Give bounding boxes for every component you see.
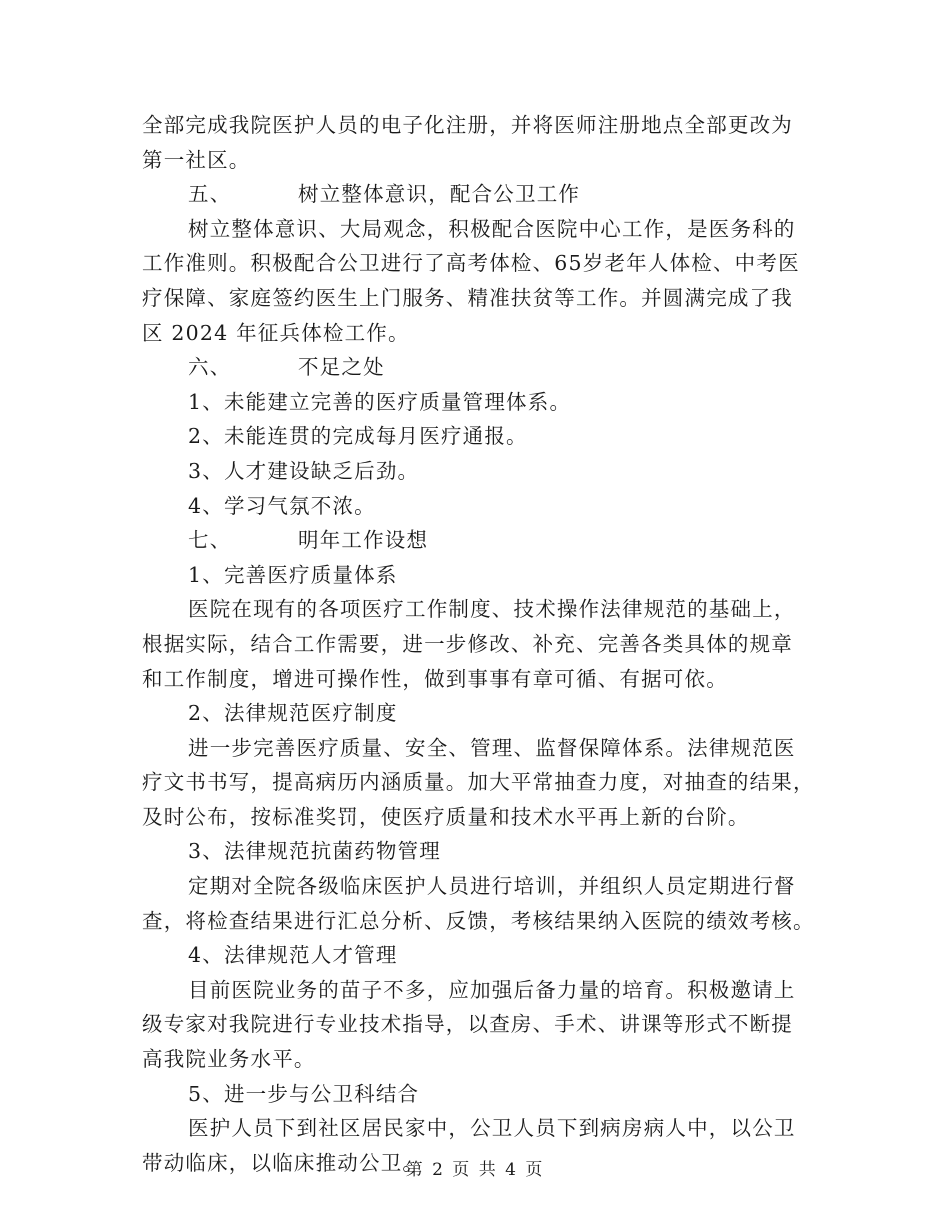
paragraph-line: 医院在现有的各项医疗工作制度、技术操作法律规范的基础上，: [188, 597, 796, 622]
paragraph-line: 定期对全院各级临床医护人员进行培训，并组织人员定期进行督: [188, 874, 796, 899]
section-heading-title: 不足之处: [298, 355, 385, 380]
paragraph-line: 工作准则。积极配合公卫进行了高考体检、65岁老年人体检、中考医: [142, 251, 800, 276]
page-footer: 第 2 页 共 4 页: [405, 1160, 545, 1180]
paragraph-line: 区 2024 年征兵体检工作。: [142, 320, 410, 345]
paragraph-line: 3、法律规范抗菌药物管理: [188, 839, 441, 864]
paragraph-line: 医护人员下到社区居民家中，公卫人员下到病房病人中，以公卫: [188, 1116, 796, 1141]
section-heading: [142, 177, 812, 212]
document-body: [142, 108, 815, 1180]
paragraph-line: 2、未能连贯的完成每月医疗通报。: [188, 424, 528, 449]
paragraph-line: 1、完善医疗质量体系: [188, 562, 398, 587]
paragraph-line: 和工作制度，增进可操作性，做到事事有章可循、有据可依。: [142, 666, 728, 691]
paragraph-line: 4、法律规范人才管理: [188, 943, 398, 968]
paragraph-line: 1、未能建立完善的医疗质量管理体系。: [188, 389, 572, 414]
paragraph-line: 全部完成我院医护人员的电子化注册，并将医师注册地点全部更改为: [142, 113, 793, 137]
paragraph-line: 高我院业务水平。: [142, 1047, 316, 1072]
paragraph-line: 第一社区。: [142, 147, 251, 172]
paragraph-line: 根据实际，结合工作需要，进一步修改、补充、完善各类具体的规章: [142, 631, 793, 656]
paragraph-line: 级专家对我院进行专业技术指导，以查房、手术、讲课等形式不断提: [142, 1012, 793, 1037]
section-heading-number: 六、: [188, 355, 232, 380]
paragraph-line: 4、学习气氛不浓。: [188, 493, 376, 518]
paragraph-line: 疗保障、家庭签约医生上门服务、精准扶贫等工作。并圆满完成了我: [142, 285, 793, 310]
section-heading-title: 明年工作设想: [298, 528, 429, 553]
paragraph-line: 及时公布，按标准奖罚，使医疗质量和技术水平再上新的台阶。: [142, 804, 750, 829]
paragraph-line: 目前医院业务的苗子不多，应加强后备力量的培育。积极邀请上: [188, 977, 796, 1002]
paragraph-line: 树立整体意识、大局观念，积极配合医院中心工作，是医务科的: [188, 216, 796, 241]
section-heading-title: 树立整体意识，配合公卫工作: [298, 182, 581, 207]
section-heading-number: 五、: [188, 182, 232, 207]
section-heading: [142, 350, 812, 385]
paragraph-line: 进一步完善医疗质量、安全、管理、监督保障体系。法律规范医: [188, 735, 796, 760]
section-heading: [142, 523, 812, 558]
paragraph-line: 5、进一步与公卫科结合: [188, 1081, 420, 1106]
paragraph-line: 疗文书书写，提高病历内涵质量。加大平常抽查力度，对抽查的结果，: [142, 770, 815, 795]
paragraph-line: 3、人才建设缺乏后劲。: [188, 458, 420, 483]
paragraph-line: 2、法律规范医疗制度: [188, 701, 398, 726]
section-heading-number: 七、: [188, 528, 232, 553]
paragraph-line: 查，将检查结果进行汇总分析、反馈，考核结果纳入医院的绩效考核。: [142, 908, 815, 933]
paragraph-line: 带动临床，以临床推动公卫。: [142, 1150, 425, 1175]
